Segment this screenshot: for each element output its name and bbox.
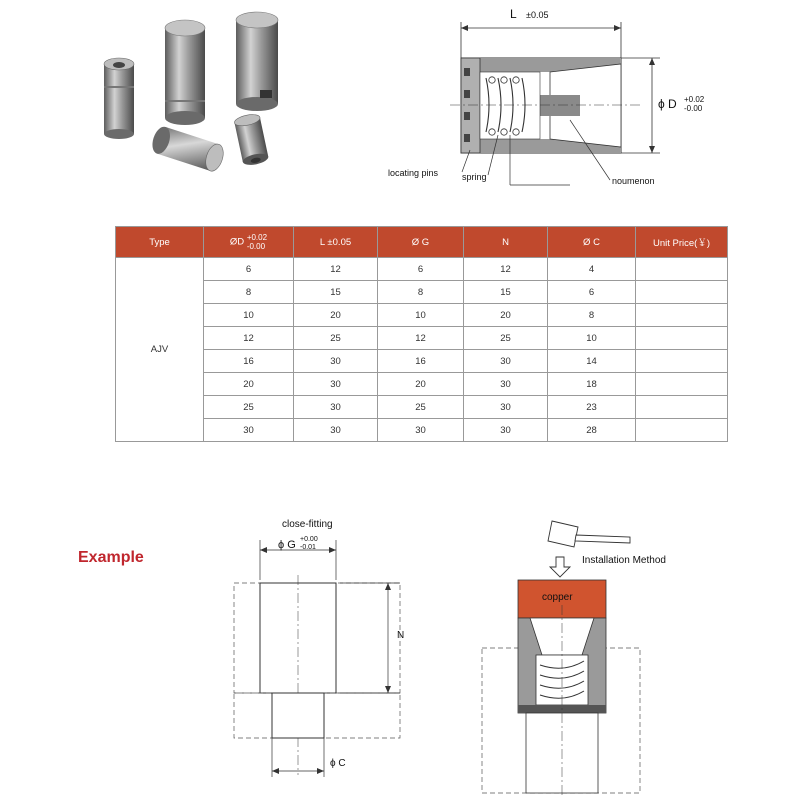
copper-label: copper (542, 592, 573, 603)
cell-l: 30 (294, 373, 378, 396)
cell-n: 20 (464, 304, 548, 327)
cell-l: 20 (294, 304, 378, 327)
cell-price (636, 350, 728, 373)
table-row (116, 304, 728, 327)
cell-price (636, 304, 728, 327)
header-od-label: ØD (229, 236, 245, 248)
table-row (116, 419, 728, 442)
cell-og: 30 (378, 419, 464, 442)
spec-table (115, 226, 728, 442)
cell-og: 6 (378, 258, 464, 281)
cell-l: 30 (294, 396, 378, 419)
cell-oc: 23 (548, 396, 636, 419)
cell-price (636, 281, 728, 304)
diameter-tol-upper: +0.02 (684, 95, 705, 104)
cell-n: 12 (464, 258, 548, 281)
product-photo (90, 8, 330, 183)
table-row (116, 327, 728, 350)
close-fitting-label: close-fitting (282, 519, 333, 530)
c-label: ϕ C (330, 758, 346, 769)
n-label: N (397, 630, 405, 641)
cell-oc: 6 (548, 281, 636, 304)
header-oc: Ø C (548, 227, 636, 258)
cell-n: 30 (464, 350, 548, 373)
cell-od: 30 (204, 419, 294, 442)
header-og: Ø G (378, 227, 464, 258)
header-od-tol-lower: -0.00 (246, 242, 266, 251)
cell-l: 30 (294, 350, 378, 373)
callout-locating-pins: locating pins (388, 168, 439, 178)
length-tolerance: ±0.05 (526, 10, 549, 20)
ejector-tall-right (236, 12, 278, 111)
ejector-lying (149, 124, 226, 173)
ejector-tall-center (165, 20, 205, 125)
callout-spring: spring (462, 172, 487, 182)
cell-n: 30 (464, 419, 548, 442)
cell-od: 6 (204, 258, 294, 281)
cell-n: 30 (464, 396, 548, 419)
cell-price (636, 373, 728, 396)
cell-l: 12 (294, 258, 378, 281)
cell-price (636, 258, 728, 281)
cell-og: 16 (378, 350, 464, 373)
cell-od: 10 (204, 304, 294, 327)
callout-noumenon: noumenon (612, 176, 655, 186)
cell-n: 25 (464, 327, 548, 350)
cell-og: 12 (378, 327, 464, 350)
cell-oc: 28 (548, 419, 636, 442)
header-l: L ±0.05 (294, 227, 378, 258)
cell-od: 8 (204, 281, 294, 304)
length-label: L (510, 7, 517, 21)
type-cell: AJV (116, 258, 204, 442)
header-od (204, 227, 294, 258)
cell-og: 25 (378, 396, 464, 419)
header-type: Type (116, 227, 204, 258)
cell-l: 30 (294, 419, 378, 442)
cell-n: 30 (464, 373, 548, 396)
cell-og: 8 (378, 281, 464, 304)
table-row (116, 396, 728, 419)
cell-l: 25 (294, 327, 378, 350)
cell-price (636, 419, 728, 442)
table-header-row (116, 227, 728, 258)
table-row (116, 258, 728, 281)
cell-n: 15 (464, 281, 548, 304)
cell-od: 20 (204, 373, 294, 396)
cell-price (636, 396, 728, 419)
g-tol-lower: -0.01 (300, 544, 316, 551)
g-label: ϕ G (278, 539, 296, 551)
install-method-label: Installation Method (582, 555, 666, 566)
header-price: Unit Price(￥) (636, 227, 728, 258)
cell-price (636, 327, 728, 350)
g-tol-upper: +0.00 (300, 536, 318, 543)
cell-od: 16 (204, 350, 294, 373)
cell-oc: 8 (548, 304, 636, 327)
cell-oc: 18 (548, 373, 636, 396)
header-n: N (464, 227, 548, 258)
header-od-tol (247, 233, 267, 251)
cell-od: 25 (204, 396, 294, 419)
table-row (116, 281, 728, 304)
cell-l: 15 (294, 281, 378, 304)
cross-section-drawing (380, 0, 800, 200)
example-drawings (220, 505, 800, 800)
cell-og: 20 (378, 373, 464, 396)
example-title: Example (78, 549, 144, 566)
diameter-label: ϕ D (658, 97, 677, 111)
table-row (116, 350, 728, 373)
arrow-down-icon (550, 557, 570, 577)
hammer-icon (548, 521, 630, 547)
cell-oc: 10 (548, 327, 636, 350)
cell-od: 12 (204, 327, 294, 350)
ejector-small-left (104, 58, 134, 139)
ejector-small-right (233, 113, 269, 167)
cell-oc: 4 (548, 258, 636, 281)
cell-oc: 14 (548, 350, 636, 373)
diameter-tol-lower: -0.00 (684, 104, 703, 113)
cell-og: 10 (378, 304, 464, 327)
header-od-tol-upper: +0.02 (246, 233, 268, 242)
table-row (116, 373, 728, 396)
